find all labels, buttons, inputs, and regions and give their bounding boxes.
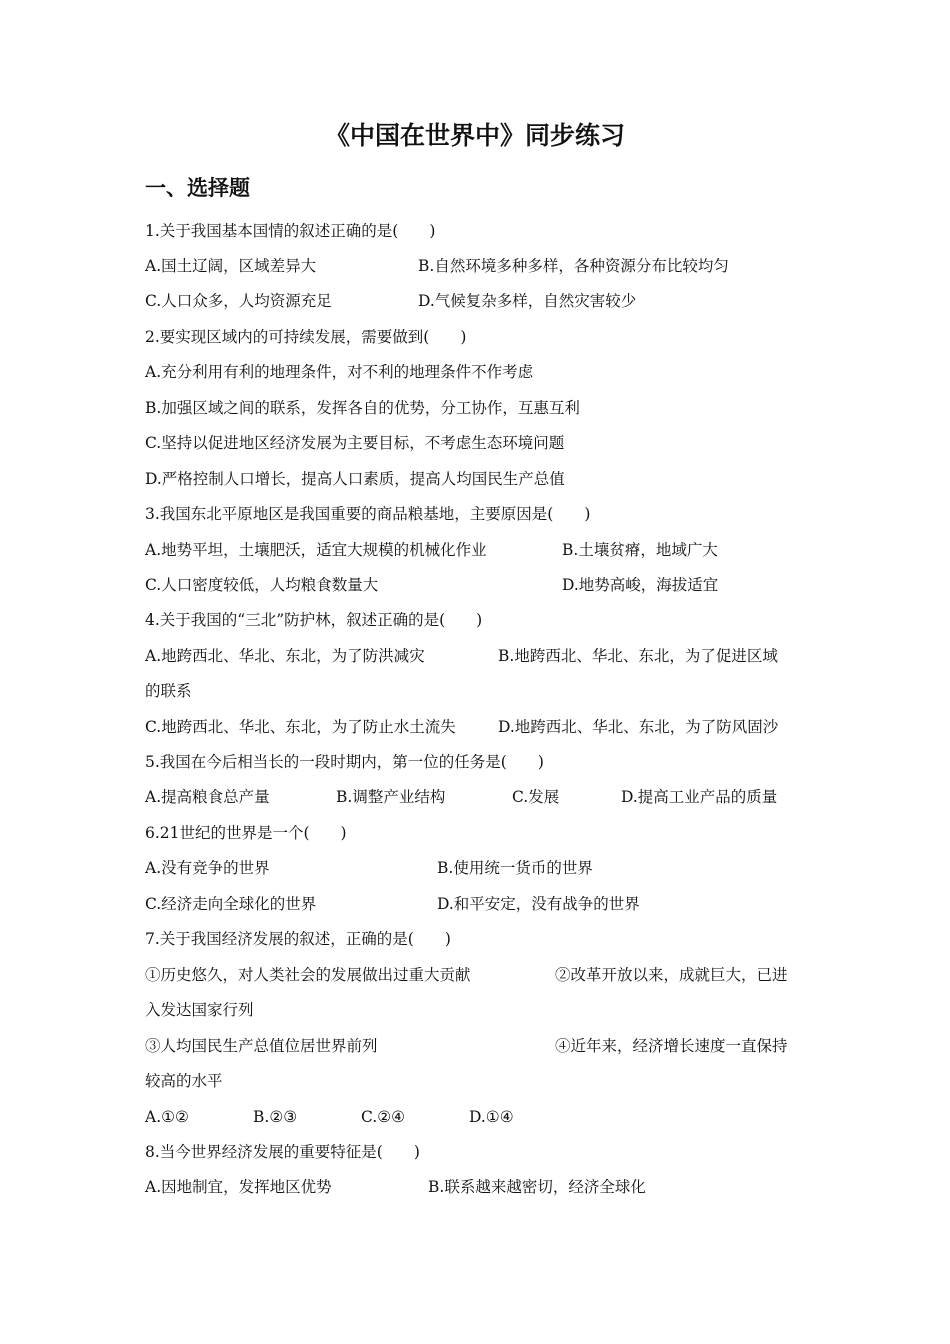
section-heading: 一、选择题 bbox=[145, 176, 250, 200]
question-4-option-c: C.地跨西北、华北、东北，为了防止水土流失 bbox=[145, 718, 456, 736]
question-7-option-b: B.②③ bbox=[253, 1108, 298, 1126]
question-7-stem: 7.关于我国经济发展的叙述，正确的是( ) bbox=[145, 930, 451, 948]
document-title: 《中国在世界中》同步练习 bbox=[324, 121, 625, 150]
question-6-stem: 6.21世纪的世界是一个( ) bbox=[145, 824, 347, 842]
question-6-option-b: B.使用统一货币的世界 bbox=[437, 859, 593, 877]
question-2-option-b: B.加强区域之间的联系，发挥各自的优势，分工协作，互惠互利 bbox=[145, 399, 580, 417]
question-1-option-c: C.人口众多，人均资源充足 bbox=[145, 292, 332, 310]
question-1-option-a: A.国土辽阔，区域差异大 bbox=[145, 257, 317, 275]
question-1-option-b: B.自然环境多种多样，各种资源分布比较均匀 bbox=[418, 257, 729, 275]
question-7-statement-2-continued: 入发达国家行列 bbox=[145, 1001, 254, 1019]
question-8-option-b: B.联系越来越密切，经济全球化 bbox=[428, 1178, 646, 1196]
question-3-option-a: A.地势平坦，土壤肥沃，适宜大规模的机械化作业 bbox=[145, 541, 487, 559]
question-8-stem: 8.当今世界经济发展的重要特征是( ) bbox=[145, 1143, 420, 1161]
question-1-stem: 1.关于我国基本国情的叙述正确的是( ) bbox=[145, 222, 436, 240]
question-1-option-d: D.气候复杂多样，自然灾害较少 bbox=[418, 292, 637, 310]
question-6-option-c: C.经济走向全球化的世界 bbox=[145, 895, 317, 913]
question-8-option-a: A.因地制宜，发挥地区优势 bbox=[145, 1178, 332, 1196]
question-6-option-a: A.没有竞争的世界 bbox=[145, 859, 270, 877]
question-7-statement-4-continued: 较高的水平 bbox=[145, 1072, 223, 1090]
question-5-option-a: A.提高粮食总产量 bbox=[145, 788, 270, 806]
question-3-stem: 3.我国东北平原地区是我国重要的商品粮基地，主要原因是( ) bbox=[145, 505, 591, 523]
question-2-option-d: D.严格控制人口增长，提高人口素质，提高人均国民生产总值 bbox=[145, 470, 565, 488]
question-3-option-d: D.地势高峻，海拔适宜 bbox=[562, 576, 719, 594]
question-4-stem: 4.关于我国的“三北”防护林，叙述正确的是( ) bbox=[145, 611, 483, 629]
question-2-stem: 2.要实现区域内的可持续发展，需要做到( ) bbox=[145, 328, 467, 346]
question-7-option-a: A.①② bbox=[145, 1108, 189, 1126]
question-3-option-b: B.土壤贫瘠，地域广大 bbox=[562, 541, 718, 559]
question-5-stem: 5.我国在今后相当长的一段时期内，第一位的任务是( ) bbox=[145, 753, 544, 771]
question-7-option-c: C.②④ bbox=[361, 1108, 406, 1126]
question-7-statement-2: ②改革开放以来，成就巨大，已进 bbox=[555, 966, 788, 984]
question-4-option-d: D.地跨西北、华北、东北，为了防风固沙 bbox=[498, 718, 779, 736]
question-7-option-d: D.①④ bbox=[469, 1108, 514, 1126]
question-7-statement-1: ①历史悠久，对人类社会的发展做出过重大贡献 bbox=[145, 966, 471, 984]
question-4-option-a: A.地跨西北、华北、东北，为了防洪减灾 bbox=[145, 647, 425, 665]
question-5-option-c: C.发展 bbox=[512, 788, 560, 806]
question-4-option-b: B.地跨西北、华北、东北，为了促进区域 bbox=[498, 647, 778, 665]
question-2-option-c: C.坚持以促进地区经济发展为主要目标，不考虑生态环境问题 bbox=[145, 434, 565, 452]
question-3-option-c: C.人口密度较低，人均粮食数量大 bbox=[145, 576, 379, 594]
question-7-statement-3: ③人均国民生产总值位居世界前列 bbox=[145, 1037, 378, 1055]
question-4-option-b-continued: 的联系 bbox=[145, 682, 192, 700]
question-6-option-d: D.和平安定，没有战争的世界 bbox=[437, 895, 640, 913]
question-5-option-d: D.提高工业产品的质量 bbox=[621, 788, 778, 806]
question-5-option-b: B.调整产业结构 bbox=[336, 788, 446, 806]
question-7-statement-4: ④近年来，经济增长速度一直保持 bbox=[555, 1037, 788, 1055]
question-2-option-a: A.充分利用有利的地理条件，对不利的地理条件不作考虑 bbox=[145, 363, 534, 381]
